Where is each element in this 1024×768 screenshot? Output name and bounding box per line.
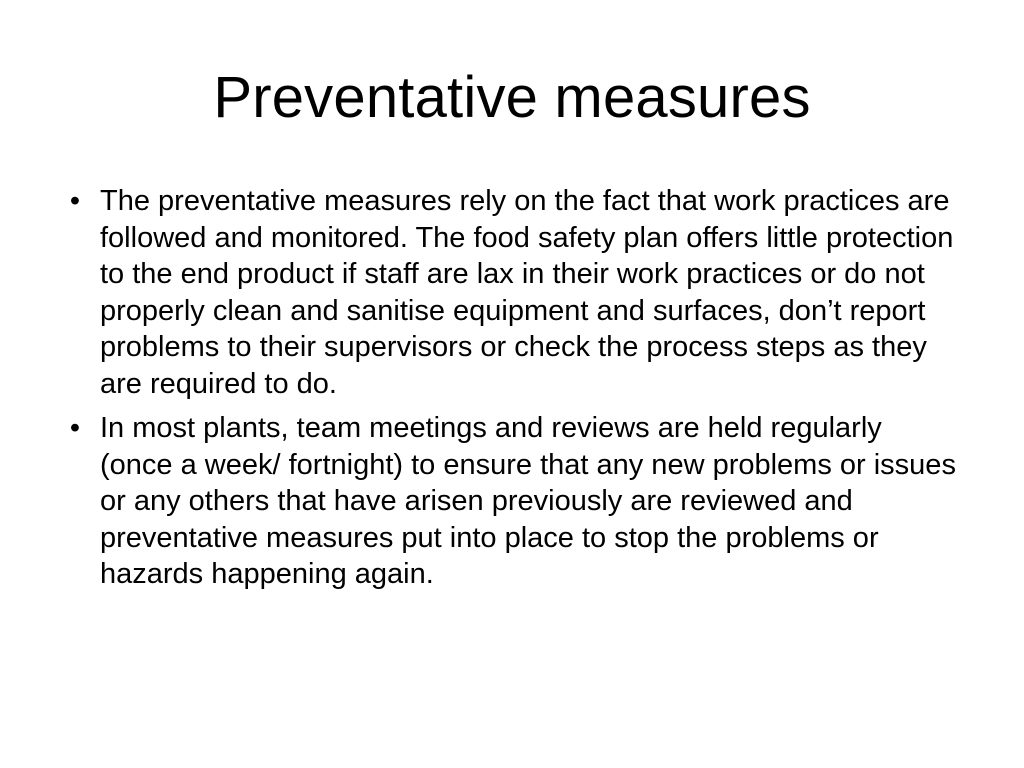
slide-title: Preventative measures: [213, 65, 811, 130]
bullet-item: [60, 410, 960, 593]
bullet-item: [60, 183, 960, 402]
bullet-icon: •: [69, 185, 81, 217]
bullet-icon: •: [69, 412, 81, 444]
bullet-list: [60, 183, 960, 601]
bullet-text: The preventative measures rely on the fact that work practices are followed and monitored. The food safety plan offers little protection to the end product if staff are lax in their work practices or do not properly clean and sanitise equipment and surfaces, don’t report problems to their supervisors or check the process steps as they are required to do.: [100, 185, 954, 400]
bullet-text: In most plants, team meetings and reviews are held regularly (once a week/ fortnight) to ensure that any new problems or issues or any others that have arisen previously are reviewed and preventative measures put into place to stop the problems or hazards happening again.: [100, 412, 956, 590]
